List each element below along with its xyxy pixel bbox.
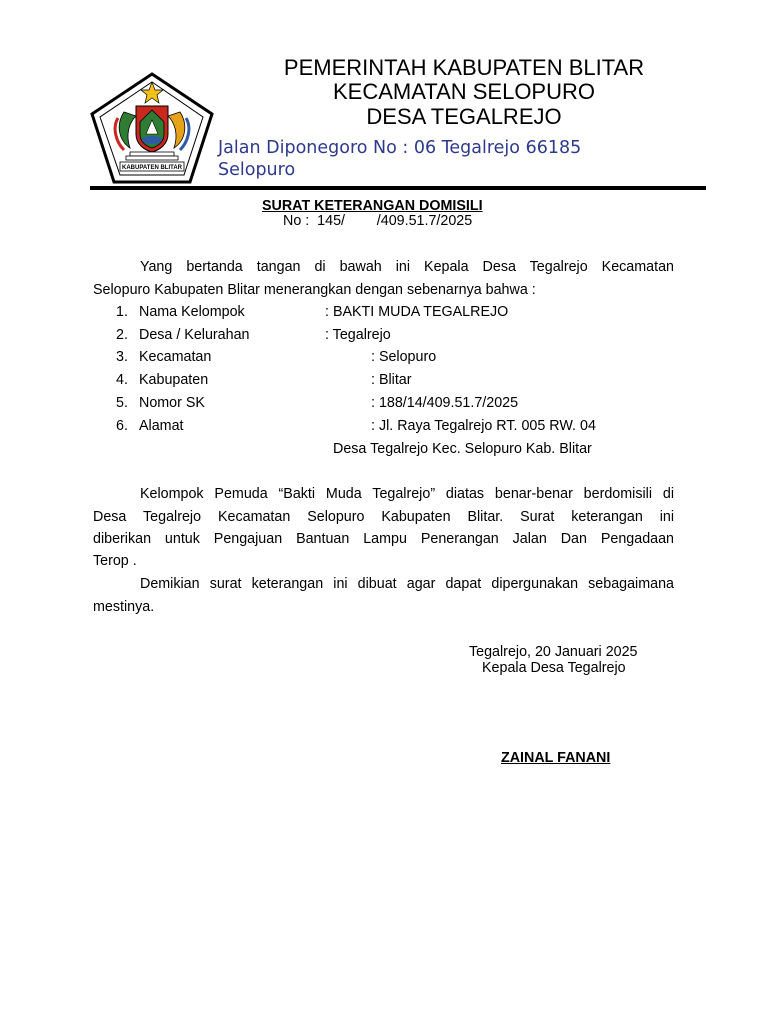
list-item-label: Desa / Kelurahan bbox=[139, 327, 250, 343]
list-item-value: : Selopuro bbox=[371, 349, 437, 365]
list-item-label: Alamat bbox=[139, 418, 184, 434]
list-item-number: 3. bbox=[116, 349, 128, 365]
header-rule bbox=[90, 186, 706, 190]
para3-line-2: mestinya. bbox=[93, 599, 155, 615]
list-item-number: 5. bbox=[116, 395, 128, 411]
list-item-label: Kabupaten bbox=[139, 372, 209, 388]
para2-line-2: Desa Tegalrejo Kecamatan Selopuro Kabupaten Blitar. Surat keterangan ini bbox=[93, 509, 674, 525]
header-district: KECAMATAN SELOPURO bbox=[332, 79, 595, 104]
list-item-label: Nomor SK bbox=[139, 395, 205, 411]
list-item-value: : 188/14/409.51.7/2025 bbox=[371, 395, 519, 411]
logo-ribbon-text: KABUPATEN BLITAR bbox=[122, 165, 182, 171]
para3-line-1: Demikian surat keterangan ini dibuat agar dapat dipergunakan sebagaimana bbox=[140, 576, 674, 592]
intro-line-2: Selopuro Kabupaten Blitar menerangkan dengan sebenarnya bahwa : bbox=[93, 282, 536, 298]
kabupaten-blitar-logo bbox=[90, 72, 214, 184]
letter-number: No : 145/ /409.51.7/2025 bbox=[283, 213, 473, 229]
para2-line-4: Terop . bbox=[93, 553, 137, 569]
place-date: Tegalrejo, 20 Januari 2025 bbox=[469, 644, 638, 660]
signer-title: Kepala Desa Tegalrejo bbox=[482, 660, 626, 676]
list-item-number: 4. bbox=[116, 372, 128, 388]
list-item-value: : Blitar bbox=[371, 372, 412, 388]
para2-line-1: Kelompok Pemuda “Bakti Muda Tegalrejo” diatas benar-benar berdomisili di bbox=[140, 486, 674, 502]
list-item-value: : BAKTI MUDA TEGALREJO bbox=[325, 304, 509, 320]
header-village: DESA TEGALREJO bbox=[366, 104, 562, 129]
list-item-label: Kecamatan bbox=[139, 349, 212, 365]
list-item-value: : Tegalrejo bbox=[325, 327, 391, 343]
header-government: PEMERINTAH KABUPATEN BLITAR bbox=[283, 55, 645, 80]
signer-name: ZAINAL FANANI bbox=[501, 750, 611, 766]
list-item-number: 6. bbox=[116, 418, 128, 434]
list-item-number: 2. bbox=[116, 327, 128, 343]
letter-title: SURAT KETERANGAN DOMISILI bbox=[262, 198, 483, 214]
para2-line-3: diberikan untuk Pengajuan Bantuan Lampu Penerangan Jalan Dan Pengadaan bbox=[93, 531, 674, 547]
intro-line-1: Yang bertanda tangan di bawah ini Kepala Desa Tegalrejo Kecamatan bbox=[140, 259, 674, 275]
header-address-line2: Selopuro bbox=[218, 160, 296, 180]
list-item-value: : Jl. Raya Tegalrejo RT. 005 RW. 04 bbox=[371, 418, 596, 434]
header-address-line1: Jalan Diponegoro No : 06 Tegalrejo 66185 bbox=[218, 138, 582, 158]
list-item-number: 1. bbox=[116, 304, 128, 320]
list-item-label: Nama Kelompok bbox=[139, 304, 245, 320]
address-continuation: Desa Tegalrejo Kec. Selopuro Kab. Blitar bbox=[333, 441, 592, 457]
